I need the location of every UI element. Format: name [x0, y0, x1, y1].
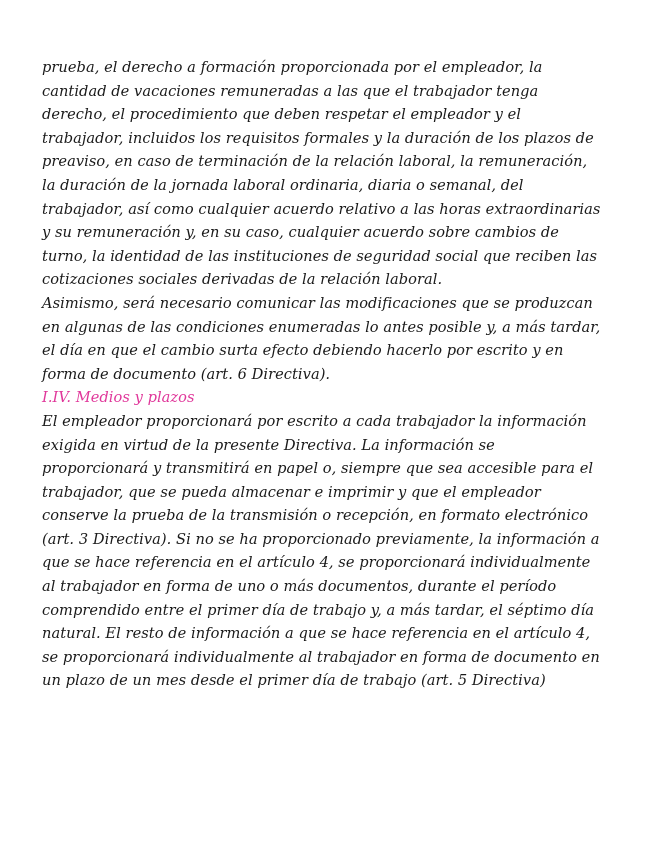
document-body — [42, 56, 602, 693]
paragraph-means-and-deadlines: El empleador proporcionará por escrito a cada trabajador la información exigida en virtud de la presente Directiva. La información se proporcionará y transmitirá en papel o, siempre que sea accesible para el trabajador, que se pueda almacenar e imprimir y que el empleador conserve la prueba de la transmisión o recepción, en formato electrónico (art. 3 Directiva). Si no se ha proporcionado previamente, la información a que se hace referencia en el artículo 4, se proporcionará individualmente al trabajador en forma de uno o más documentos, durante el período comprendido entre el primer día de trabajo y, a más tardar, el séptimo día natural. El resto de información a que se hace referencia en el artículo 4, se proporcionará individualmente al trabajador en forma de documento en un plazo de un mes desde el primer día de trabajo (art. 5 Directiva) — [42, 412, 600, 690]
section-heading: I.IV. Medios y plazos — [42, 389, 195, 407]
paragraph-employer-obligations: prueba, el derecho a formación proporcionada por el empleador, la cantidad de vacaciones remuneradas a las que el trabajador tenga derecho, el procedimiento que deben respetar el empleador y el trabajador, incluidos los requisitos formales y la duración de los plazos de preaviso, en caso de terminación de la relación laboral, la remuneración, la duración de la jornada laboral ordinaria, diaria o semanal, del trabajador, así como cualquier acuerdo relativo a las horas extraordinarias y su remuneración y, en su caso, cualquier acuerdo sobre cambios de turno, la identidad de las instituciones de seguridad social que reciben las cotizaciones sociales derivadas de la relación laboral. — [42, 59, 601, 289]
paragraph-modifications: Asimismo, será necesario comunicar las modificaciones que se produzcan en algunas de las condiciones enumeradas lo antes posible y, a más tardar, el día en que el cambio surta efecto debiendo hacerlo por escrito y en forma de documento (art. 6 Directiva). — [42, 294, 601, 383]
